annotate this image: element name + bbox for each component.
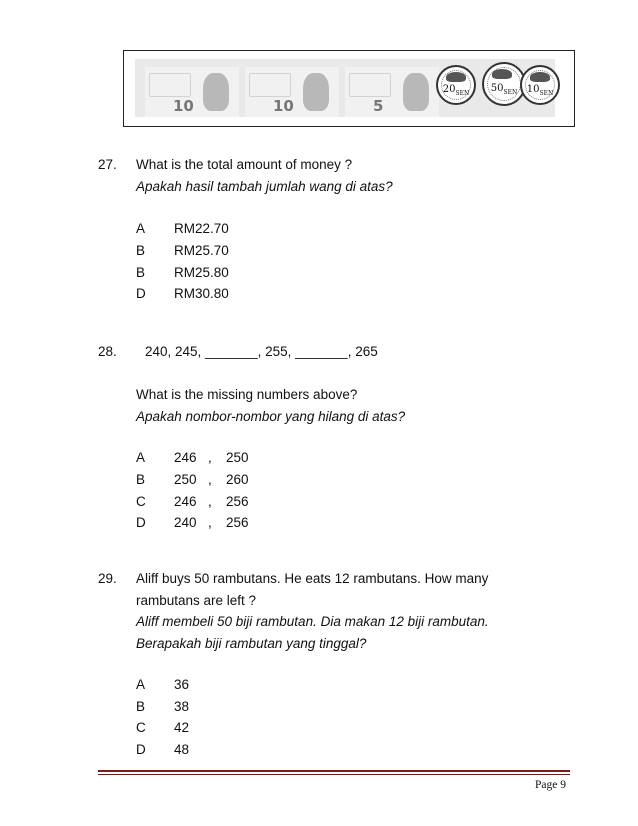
option-first-number: 240 bbox=[174, 515, 197, 530]
question-number: 28. bbox=[98, 344, 117, 359]
question-text-ms-line1: Aliff membeli 50 biji rambutan. Dia makan 12 biji rambutan. bbox=[136, 614, 489, 629]
option-letter: D bbox=[136, 742, 146, 757]
option-value: RM30.80 bbox=[174, 286, 229, 301]
coin-20-sen-image bbox=[436, 65, 476, 105]
option-letter: A bbox=[136, 677, 146, 692]
option-letter: B bbox=[136, 265, 146, 280]
number-sequence: 240, 245, _______, 255, _______, 265 bbox=[145, 344, 378, 359]
option-second-number: 250 bbox=[226, 450, 249, 465]
option-value: RM25.80 bbox=[174, 265, 229, 280]
option-second-number: 256 bbox=[226, 494, 249, 509]
option-value: 48 bbox=[174, 742, 190, 757]
coin-unit: SEN bbox=[455, 90, 470, 97]
option-separator: , bbox=[208, 472, 212, 487]
option-value: 36 bbox=[174, 677, 190, 692]
option-letter: A bbox=[136, 450, 146, 465]
question-number: 29. bbox=[98, 571, 117, 586]
page-number: Page 9 bbox=[535, 779, 566, 791]
footer-rule-thin bbox=[98, 774, 570, 775]
banknote-10-image bbox=[145, 67, 239, 117]
option-first-number: 246 bbox=[174, 450, 197, 465]
footer-rule bbox=[98, 770, 570, 772]
banknote-value: 10 bbox=[273, 97, 294, 115]
question-text-en-line1: Aliff buys 50 rambutans. He eats 12 rambutans. How many bbox=[136, 571, 489, 586]
option-separator: , bbox=[208, 494, 212, 509]
option-letter: D bbox=[136, 286, 146, 301]
option-second-number: 256 bbox=[226, 515, 249, 530]
option-separator: , bbox=[208, 515, 212, 530]
question-text-ms-line2: Berapakah biji rambutan yang tinggal? bbox=[136, 636, 367, 651]
banknote-10-image bbox=[245, 67, 339, 117]
coin-10-sen-image bbox=[520, 65, 560, 105]
question-text-en-line2: rambutans are left ? bbox=[136, 593, 257, 608]
option-letter: C bbox=[136, 494, 146, 509]
question-text-ms: Apakah hasil tambah jumlah wang di atas? bbox=[136, 179, 393, 194]
question-number: 27. bbox=[98, 157, 117, 172]
option-first-number: 246 bbox=[174, 494, 197, 509]
question-text-en: What is the missing numbers above? bbox=[136, 387, 358, 402]
coin-value: 50 bbox=[490, 83, 504, 94]
option-letter: D bbox=[136, 515, 146, 530]
banknote-value: 5 bbox=[373, 97, 384, 115]
question-text-ms: Apakah nombor-nombor yang hilang di atas? bbox=[136, 409, 406, 424]
banknote-5-image bbox=[345, 67, 439, 117]
option-first-number: 250 bbox=[174, 472, 197, 487]
option-second-number: 260 bbox=[226, 472, 249, 487]
option-value: 42 bbox=[174, 720, 190, 735]
option-letter: B bbox=[136, 243, 146, 258]
coin-value: 20 bbox=[442, 84, 456, 95]
coin-unit: SEN bbox=[539, 90, 554, 97]
option-letter: A bbox=[136, 221, 146, 236]
option-separator: , bbox=[208, 450, 212, 465]
option-value: RM25.70 bbox=[174, 243, 229, 258]
question-text-en: What is the total amount of money ? bbox=[136, 157, 353, 172]
option-letter: B bbox=[136, 472, 146, 487]
banknote-value: 10 bbox=[173, 97, 194, 115]
option-value: RM22.70 bbox=[174, 221, 229, 236]
coin-unit: SEN bbox=[503, 89, 518, 96]
money-illustration bbox=[123, 50, 575, 127]
option-letter: C bbox=[136, 720, 146, 735]
option-letter: B bbox=[136, 699, 146, 714]
option-value: 38 bbox=[174, 699, 190, 714]
coin-value: 10 bbox=[526, 84, 540, 95]
